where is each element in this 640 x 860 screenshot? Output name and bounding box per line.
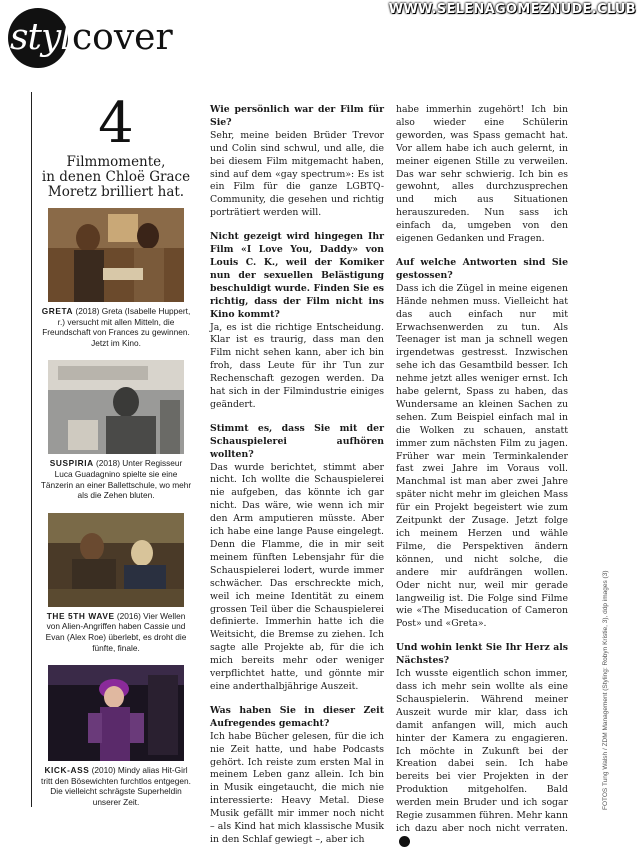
suspiria-caption: SUSPIRIA (2018) Unter Regisseur Luca Guadagnino spielte sie eine Tänzerin an einer Ballettschule, wo mehr als die Zehen bluten. xyxy=(40,458,192,501)
logo-cover-text: cover xyxy=(72,17,173,58)
sidebar-divider xyxy=(31,92,32,807)
question: Auf welche Antworten sind Sie gestossen? xyxy=(396,256,568,281)
kick-ass-caption: KICK-ASS (2010) Mindy alias Hit-Girl tritt den Bösewichten furchtlos entgegen. Die vielleicht schrägste Superheldin unserer Zeit. xyxy=(41,765,191,807)
interview-column-2 xyxy=(396,104,568,860)
photo-credit: FOTOS Tung Walsh / ZDM Management (Styling: Robyn Kristie, 3), ddp images (3) xyxy=(602,570,609,810)
fifth-wave-caption: THE 5TH WAVE (2016) Vier Wellen von Alien-Angriffen haben Cassie und Evan (Alex Roe) überlebt, es droht die fünfte, finale. xyxy=(45,610,187,653)
logo-style-text: style xyxy=(10,17,92,58)
greta-caption: GRETA (2018) Greta (Isabelle Huppert, r.) versucht mit allen Mitteln, die Freundschaft von Frances zu gewinnen. Jetzt im Kino. xyxy=(41,306,191,348)
kick-ass-still-image xyxy=(48,665,184,761)
answer: Das wurde berichtet, stimmt aber nicht. Ich wollte die Schauspielerei nie aufgeben, das könnte ich gar nicht. Das wäre, wie wenn ich mir den Arm amputieren müsste. Aber ich habe eine lange Pause eingelegt. Denn die Flamme, die in mir seit meinem fünften Lebensjahr für die Schauspielerei lodert, wurde immer schwächer. Das erschreckte mich, weil ich meine Identität zu einem grossen Teil über die Schauspielerei definierte. Immerhin hatte ich die Weitsicht, die Bremse zu ziehen. Ich sagte alle Projekte ab, für die ich mich bereits mehr oder weniger verpflichtet hatte, und gönnte mir eine anderthalbjährige Auszeit. xyxy=(210,461,384,692)
end-of-article-mark xyxy=(399,836,410,847)
answer: Ja, es ist die richtige Entscheidung. Klar ist es traurig, dass man den Film nicht sehen kann, aber ich bin froh, dass Leute für ihr Tun zur Rechenschaft gezogen werden. Da hat sich in der Filmindustrie einiges geändert. xyxy=(210,321,384,410)
question: Und wohin lenkt Sie Ihr Herz als Nächstes? xyxy=(396,642,568,667)
question: Stimmt es, dass Sie mit der Schauspielerei aufhören wollten? xyxy=(210,422,384,460)
film-moments-sidebar xyxy=(40,91,192,808)
answer: Dass ich die Zügel in meine eigenen Hände nehmen muss. Vielleicht hat das auch einfach nur mit Erwachsenwerden zu tun. Als Teenager ist man ja schnell wegen irgendetwas gestresst. Inzwischen sehe ich das Gesamtbild besser. Ich nehme jetzt alles weniger ernst. Ich habe gelernt, Spass zu haben, das Wundersame an kleinen Sachen zu sehen. Zum Beispiel einfach mal in die Wolken zu schauen, anstatt immer zum nächsten Film zu jagen. Früher war mein Terminkalender fast zwei Jahre im Voraus voll. Manchmal ist man aber zwei Jahre später nicht mehr im gleichen Mass für ein Projekt begeistert wie zum Zeitpunkt der Zusage. Jetzt folge ich meinem Herzen und wähle Filme, die Perspektiven ändern können, und nicht solche, die andere mir aufdrängen wollen. Oder nicht nur, weil mir gerade langweilig ist. Die Folge sind Filme wie «The Miseducation of Cameron Post» und «Greta». xyxy=(396,282,568,630)
answer: habe immerhin zugehört! Ich bin also wieder eine Schülerin geworden, was Spass gemacht hat. Vor allem habe ich auch gelernt, in meiner eigenen Stille zu verweilen. Das war sehr schwierig. Ich bin es gewohnt, alles durchzusprechen und mich aus Situationen herauszureden. Nun sass ich einfach da, umgeben von den eigenen Gedanken und Fragen. xyxy=(396,104,568,245)
fifth-wave-still-image xyxy=(48,513,184,607)
greta-still-image xyxy=(48,208,184,302)
watermark: WWW.SELENAGOMEZNUDE.CLUB xyxy=(388,2,636,17)
question: Nicht gezeigt wird hingegen Ihr Film «I Love You, Daddy» von Louis C. K., weil der Komiker nun der sexuellen Belästigung beschuldigt wurde. Finden Sie es richtig, dass der Film nicht ins Kino kommt? xyxy=(210,231,384,320)
sidebar-title: Filmmomente, in denen Chloë Grace Moretz brilliert hat. xyxy=(41,154,191,200)
question: Wie persönlich war der Film für Sie? xyxy=(210,104,384,128)
question: Was haben Sie in dieser Zeit Aufregendes gemacht? xyxy=(210,704,384,729)
suspiria-still-image xyxy=(48,360,184,454)
interview-column-1 xyxy=(210,104,384,858)
answer: Sehr, meine beiden Brüder Trevor und Colin sind schwul, und alle, die bei diesem Film mitgemacht haben, sind auf dem «gay spectrum»: Es ist ein Film für die ganze LGBTQ-Community, die gesehen und richtig porträtiert werden will. xyxy=(210,129,384,219)
answer: Ich wusste eigentlich schon immer, dass ich mehr sein wollte als eine Schauspielerin. Während meiner Auszeit wurde mir klar, dass ich damit anfangen will, mich auch hinter der Kamera zu engagieren. Ich möchte in Zukunft bei der Kreation dabei sein. Ich habe bereits bei vier Projekten in der Produktion mitgeholfen. Bald werden mein Bruder und ich sogar Regie zusammen führen. Mehr kann ich dazu aber noch nicht verraten. xyxy=(396,668,568,849)
answer: Ich habe Bücher gelesen, für die ich nie Zeit hatte, und habe Podcasts gehört. Ich reiste zum ersten Mal in meinem Leben ganz allein. Ich bin in Musik eingetaucht, die mich nie interessierte: Heavy Metal. Diese Musik gefällt mir immer noch nicht – als Kind hat mich klassische Musik in den Schlaf gewiegt –, aber ich xyxy=(210,730,384,845)
sidebar-number: 4 xyxy=(98,91,134,156)
